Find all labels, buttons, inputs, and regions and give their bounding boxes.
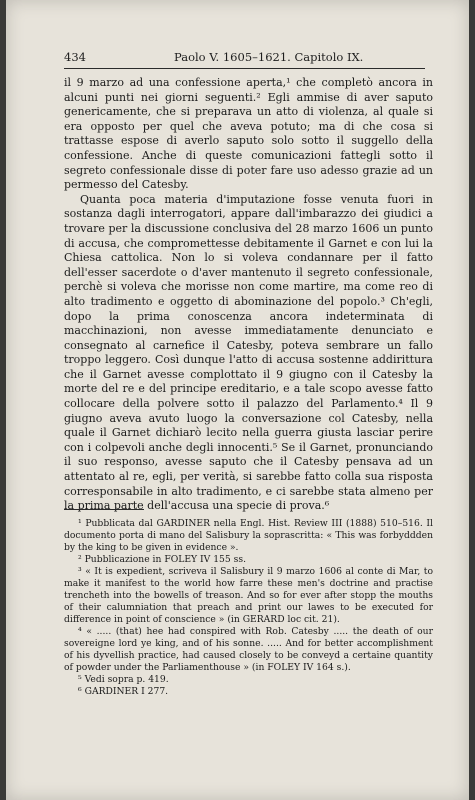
body-text — [64, 76, 433, 514]
paragraph: il 9 marzo ad una confessione aperta,¹ che completò ancora in alcuni punti nei giorni seguenti.² Egli ammise di aver saputo genericamente, che si preparava un atto di violenza, al quale si era opposto per quel che aveva potuto; ma di che cosa si trattasse espose di averlo saputo solo sotto il suggello della confessione. Anche di queste comunicazioni fattegli sotto il segreto confessionale disse di poter fare uso adesso grazie ad un permesso del Catesby. — [64, 76, 433, 192]
footnote: ⁴ « ..... (that) hee had conspired with Rob. Catesby ..... the death of our sovereigne lord ye king, and of his sonne. ..... And for better accomplishment of his dyvellish practice, had caused closely to be conveyd a certaine quantity of powder under the Parliamenthouse » (in FOLEY IV 164 s.). — [64, 626, 433, 673]
running-header — [64, 50, 425, 66]
footnotes — [64, 518, 433, 698]
footnote: ¹ Pubblicata dal GARDINER nella Engl. Hist. Review III (1888) 510–516. Il documento porta di mano del Salisbury la soprascritta: « This was forbyddden by the king to be given in evidence ». — [64, 518, 433, 553]
footnote-rule — [64, 509, 144, 510]
book-page — [6, 0, 469, 800]
footnote: ³ « It is expedient, scriveva il Salisbury il 9 marzo 1606 al conte di Mar, to make it manifest to the world how farre these men's doctrine and practise trencheth into the bowells of treason. And so for ever after stopp the mouths of their calumniation that preach and print our lawes to be executed for difference in point of conscience » (in GERARD loc cit. 21). — [64, 566, 433, 625]
footnote: ⁶ GARDINER I 277. — [78, 686, 169, 697]
page-number: 434 — [64, 50, 86, 64]
footnote: ⁵ Vedi sopra p. 419. — [78, 674, 169, 685]
paragraph: Quanta poca materia d'imputazione fosse venuta fuori in sostanza dagli interrogatori, appare dall'imbarazzo dei giudici a trovare per la discussione conclusiva del 28 marzo 1606 un punto di accusa, che compromettesse debitamente il Garnet e con lui la Chiesa cattolica. Non lo si voleva condannare per il fatto dell'esser sacerdote o d'aver mantenuto il segreto confessionale, perchè si voleva che morisse non come martire, ma come reo di alto tradimento e oggetto di abominazione del popolo.³ Ch'egli, dopo la prima conoscenza ancora indeterminata di macchinazioni, non avesse immediatamente denunciato e consegnato al carnefice il Catesby, poteva sembrare un fallo troppo leggero. Così dunque l'atto di accusa sostenne addirittura che il Garnet avesse complottato il 9 giugno con il Catesby la morte del re e del principe ereditario, e a tale scopo avesse fatto collocare della polvere sotto il palazzo del Parlamento.⁴ Il 9 giugno aveva avuto luogo la conversazione col Catesby, nella quale il Garnet dichiarò lecito nella guerra giusta lasciar perire con i colpevoli anche degli innocenti.⁵ Se il Garnet, pronunciando il suo responso, avesse saputo che il Catesby pensava ad un attentato al re, egli, per verità, si sarebbe fatto colla sua risposta corresponsabile in alto tradimento, e ci sarebbe stata almeno per la prima parte dell'accusa una specie di prova.⁶ — [64, 192, 433, 513]
running-title: Paolo V. 1605–1621. Capitolo IX. — [174, 50, 364, 64]
header-rule — [64, 68, 425, 69]
footnote: ² Pubblicazione in FOLEY IV 155 ss. — [78, 554, 247, 565]
